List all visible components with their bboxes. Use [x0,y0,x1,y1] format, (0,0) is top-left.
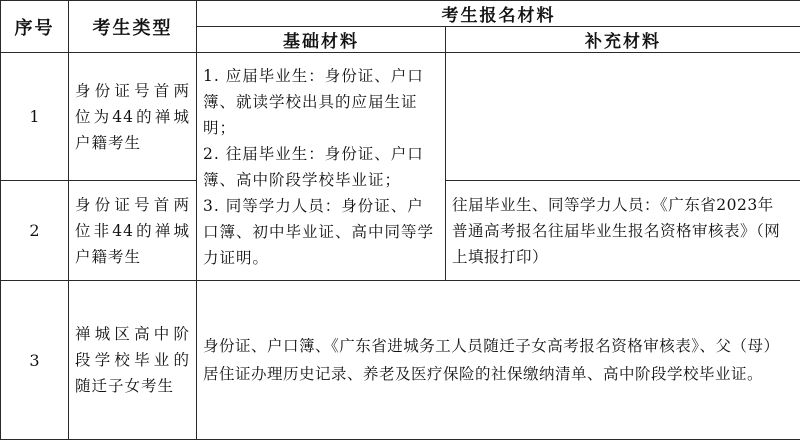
header-basic-materials: 基础材料 [197,27,446,53]
row-merged-materials: 身份证、户口簿、《广东省进城务工人员随迁子女高考报名资格审核表》、父（母）居住证办理历史记录、养老及医疗保险的社保缴纳清单、高中阶段学校毕业证。 [197,281,800,440]
basic-material-item: 1. 应届毕业生：身份证、户口簿、就读学校出具的应届生证明； [203,63,435,141]
row-index: 3 [1,281,69,440]
header-application-materials: 考生报名材料 [197,1,800,27]
row-candidate-type: 身份证号首两位为44的禅城户籍考生 [69,53,197,181]
row-candidate-type: 身份证号首两位非44的禅城户籍考生 [69,181,197,281]
table-row [1,53,800,181]
basic-materials-cell [197,53,446,281]
basic-material-item: 3. 同等学力人员：身份证、户口簿、初中毕业证、高中同等学力证明。 [203,193,435,271]
table-row [1,281,800,440]
row-candidate-type: 禅城区高中阶段学校毕业的随迁子女考生 [69,281,197,440]
row-supplementary-materials: 往届毕业生、同等学力人员：《广东省2023年普通高考报名往届毕业生报名资格审核表》（网上填报打印） [446,181,800,281]
header-supplementary-materials: 补充材料 [446,27,800,53]
header-index: 序号 [1,1,69,53]
row-supplementary-empty [446,53,800,181]
header-row-main [1,1,800,27]
basic-material-item: 2. 往届毕业生：身份证、户口簿、高中阶段学校毕业证； [203,141,435,193]
row-index: 1 [1,53,69,181]
row-index: 2 [1,181,69,281]
header-candidate-type: 考生类型 [69,1,197,53]
